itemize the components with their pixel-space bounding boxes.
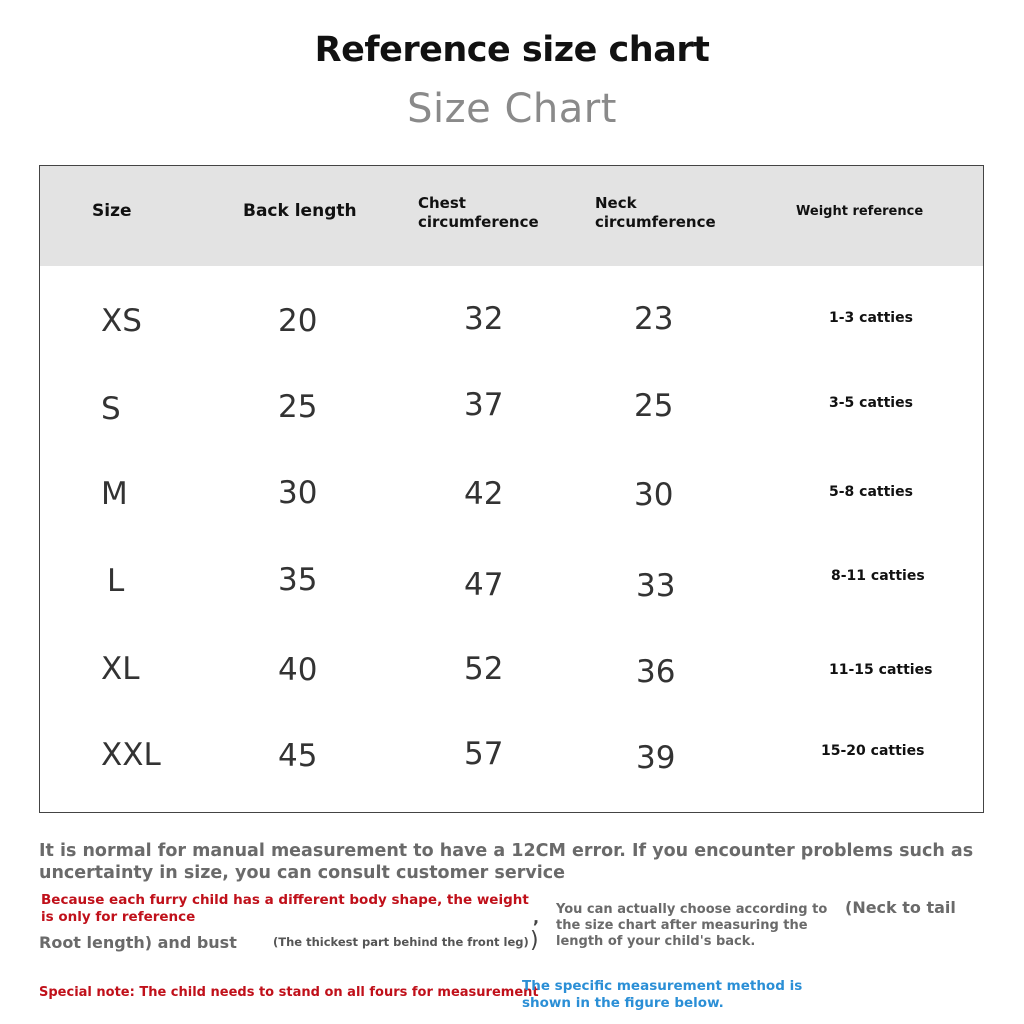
- row-xs-chest: 32: [464, 301, 504, 337]
- choose-note: [556, 902, 836, 950]
- root-length-note: Root length) and bust: [39, 933, 237, 952]
- row-xs-weight: 1-3 catties: [829, 310, 913, 326]
- method-note-line1: The specific measurement method is: [522, 978, 803, 994]
- header-neck: [595, 194, 716, 232]
- header-size: Size: [92, 201, 132, 221]
- row-xl-back: 40: [278, 652, 318, 688]
- row-m-size: M: [101, 476, 128, 512]
- row-s-back: 25: [278, 389, 318, 425]
- error-note: [39, 840, 999, 884]
- row-xxl-neck: 39: [636, 740, 676, 776]
- row-s-weight: 3-5 catties: [829, 395, 913, 411]
- row-xl-neck: 36: [636, 654, 676, 690]
- neck-to-tail-note: (Neck to tail: [845, 898, 956, 917]
- special-note: Special note: The child needs to stand on all fours for measurement: [39, 985, 539, 1000]
- error-note-line2: uncertainty in size, you can consult customer service: [39, 863, 565, 883]
- row-l-size: L: [107, 563, 125, 599]
- row-l-back: 35: [278, 562, 318, 598]
- header-chest-line2: circumference: [418, 213, 539, 231]
- row-xxl-weight: 15-20 catties: [821, 743, 925, 759]
- choose-note-line3: length of your child's back.: [556, 934, 756, 949]
- row-m-weight: 5-8 catties: [829, 484, 913, 500]
- row-xl-chest: 52: [464, 651, 504, 687]
- header-neck-line1: Neck: [595, 194, 637, 212]
- header-chest-line1: Chest: [418, 194, 466, 212]
- header-chest: [418, 194, 539, 232]
- header-weight: Weight reference: [796, 204, 924, 219]
- row-xs-back: 20: [278, 303, 318, 339]
- row-s-neck: 25: [634, 388, 674, 424]
- choose-note-line1: You can actually choose according to: [556, 902, 828, 917]
- size-table: [39, 165, 984, 813]
- header-back-length: Back length: [243, 201, 357, 221]
- row-m-chest: 42: [464, 476, 504, 512]
- shape-note-line2: is only for reference: [41, 909, 196, 925]
- row-m-neck: 30: [634, 477, 674, 513]
- page-subtitle: Size Chart: [407, 86, 617, 132]
- row-s-size: S: [101, 391, 121, 427]
- row-l-neck: 33: [636, 568, 676, 604]
- row-xxl-chest: 57: [464, 736, 504, 772]
- thickest-part-note: (The thickest part behind the front leg): [273, 935, 529, 949]
- row-s-chest: 37: [464, 387, 504, 423]
- error-note-line1: It is normal for manual measurement to have a 12CM error. If you encounter problems such as: [39, 841, 974, 861]
- shape-note: [41, 892, 541, 926]
- row-xs-neck: 23: [634, 301, 674, 337]
- comma-mark: ,: [533, 908, 540, 927]
- table-header: [40, 166, 983, 266]
- header-neck-line2: circumference: [595, 213, 716, 231]
- method-note: [522, 978, 822, 1012]
- row-xxl-size: XXL: [101, 737, 161, 773]
- row-xl-weight: 11-15 catties: [829, 662, 933, 678]
- row-xl-size: XL: [101, 651, 140, 687]
- row-m-back: 30: [278, 475, 318, 511]
- row-xxl-back: 45: [278, 738, 318, 774]
- row-l-weight: 8-11 catties: [831, 568, 925, 584]
- method-note-line2: shown in the figure below.: [522, 995, 724, 1011]
- row-l-chest: 47: [464, 567, 504, 603]
- page-title: Reference size chart: [314, 30, 710, 70]
- choose-note-line2: the size chart after measuring the: [556, 918, 808, 933]
- close-paren: ): [530, 928, 539, 953]
- row-xs-size: XS: [101, 303, 142, 339]
- shape-note-line1: Because each furry child has a different body shape, the weight: [41, 892, 529, 908]
